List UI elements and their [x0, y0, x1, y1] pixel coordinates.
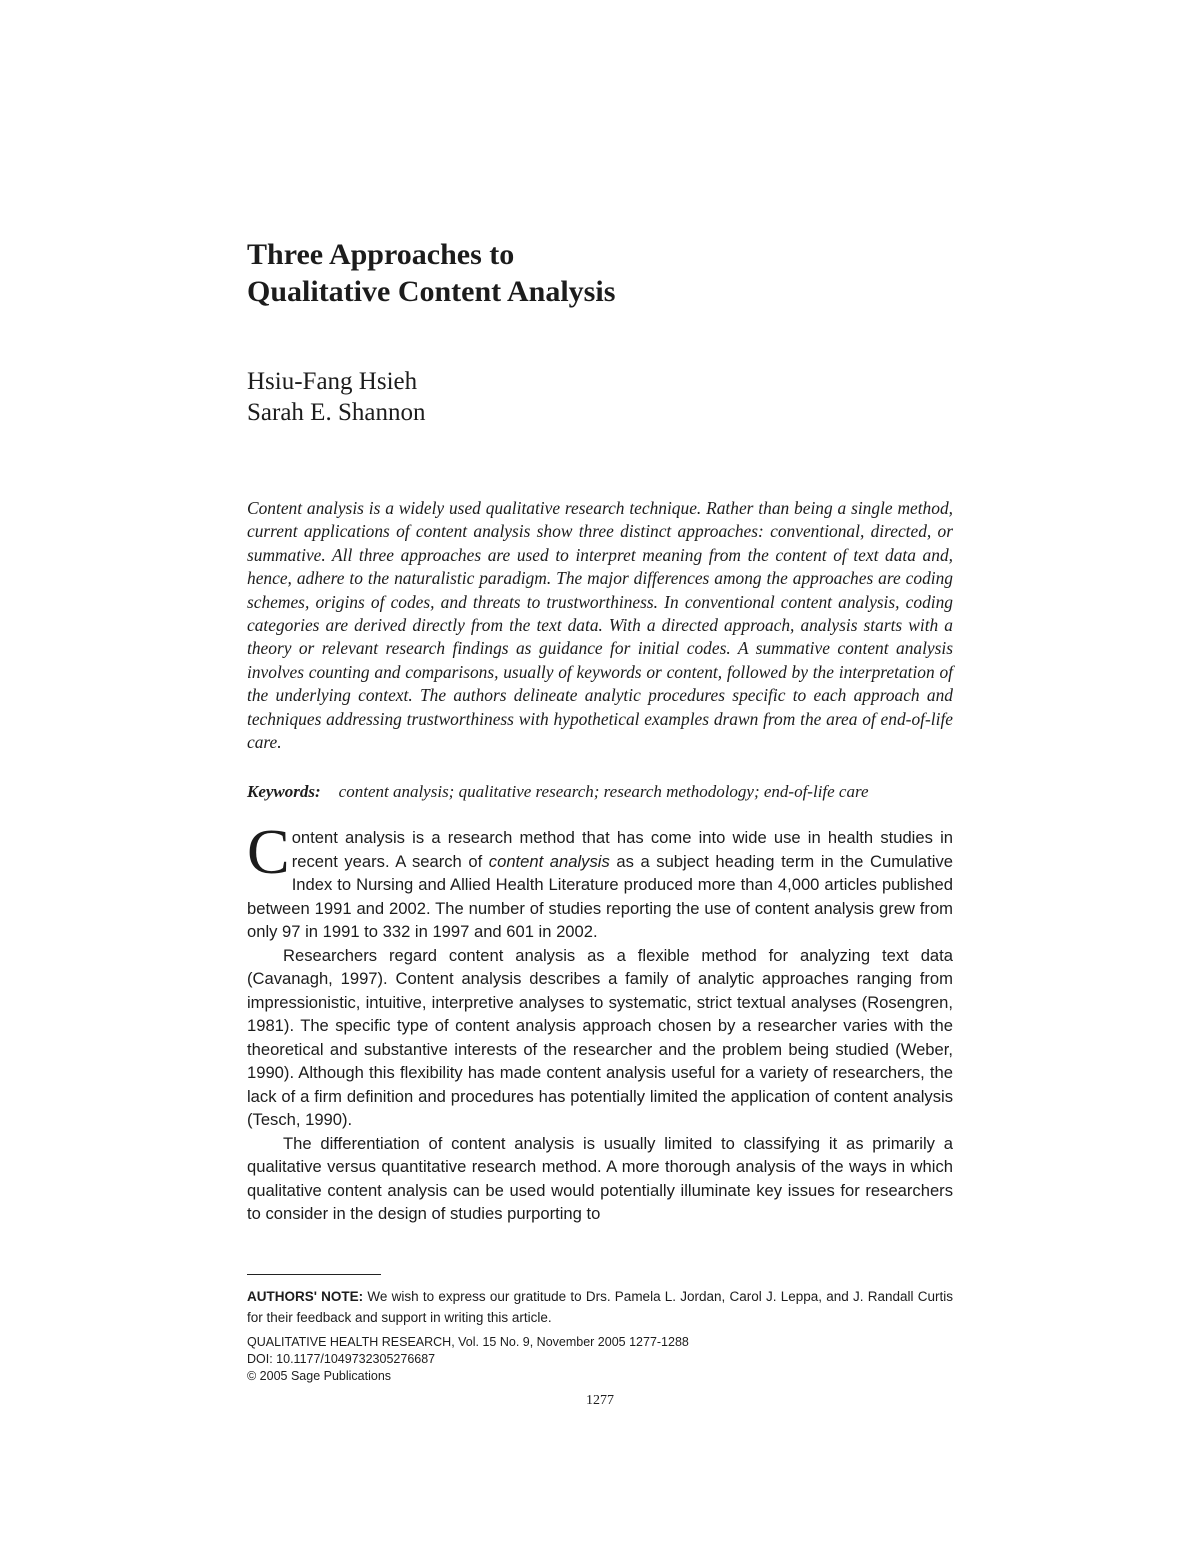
body-paragraph-1: [247, 816, 953, 944]
author-list: [247, 366, 953, 428]
keywords-list: content analysis; qualitative research; research methodology; end-of-life care: [338, 782, 869, 801]
drop-cap: C: [247, 816, 290, 887]
body-paragraph-2: Researchers regard content analysis as a flexible method for analyzing text data (Cavanagh, 1997). Content analysis describes a family of analytic approaches ranging from impressionistic, intuitive, interpretive analyses to systematic, strict textual analyses (Rosengren, 1981). The specific type of content analysis approach chosen by a researcher varies with the theoretical and substantive interests of the researcher and the problem being studied (Weber, 1990). Although this flexibility has made content analysis useful for a variety of researchers, the lack of a firm definition and procedures has potentially limited the application of content analysis (Tesch, 1990).: [247, 945, 953, 1129]
page-number: 1277: [586, 1393, 614, 1408]
paragraph-text: as a subject heading term in the Cumulative Index to Nursing and Allied Health Literature produced more than 4,000 articles published between 1991 and 2002. The number of studies reporting the use of content analysis grew from only 97 in 1991 to 332 in 1997 and 601 in 2002.: [247, 851, 953, 941]
body-text: [247, 816, 953, 1226]
title-line-2: Qualitative Content Analysis: [247, 275, 616, 308]
authors-note-label: AUTHORS' NOTE:: [247, 1289, 364, 1304]
title-line-1: Three Approaches to: [247, 238, 515, 271]
doi: DOI: 10.1177/1049732305276687: [247, 1352, 436, 1366]
author-name: Sarah E. Shannon: [247, 399, 426, 426]
authors-note-text: We wish to express our gratitude to Drs. Pamela L. Jordan, Carol J. Leppa, and J. Randall Curtis for their feedback and support in writing this article.: [247, 1289, 953, 1325]
article-title: [247, 236, 953, 310]
author-name: Hsiu-Fang Hsieh: [247, 368, 418, 395]
body-paragraph-3: The differentiation of content analysis is usually limited to classifying it as primarily a qualitative versus quantitative research method. A more thorough analysis of the ways in which qualitative content analysis can be used would potentially illuminate key issues for researchers to consider in the design of studies purporting to: [247, 1133, 953, 1223]
keywords-line: [247, 780, 953, 803]
emphasized-term: content analysis: [488, 851, 610, 871]
journal-citation: QUALITATIVE HEALTH RESEARCH, Vol. 15 No. 9, November 2005 1277-1288: [247, 1335, 689, 1349]
authors-note: [247, 1286, 953, 1328]
copyright: © 2005 Sage Publications: [247, 1369, 392, 1383]
keywords-label: Keywords:: [247, 782, 321, 801]
citation-block: [247, 1334, 953, 1385]
paragraph-text: ontent analysis is a research method that has come into wide use in health studies in recent years. A search of: [291, 828, 953, 871]
abstract: Content analysis is a widely used qualitative research technique. Rather than being a single method, current applications of content analysis show three distinct approaches: conventional, directed, or summative. All three approaches are used to interpret meaning from the content of text data and, hence, adhere to the naturalistic paradigm. The major differences among the approaches are coding schemes, origins of codes, and threats to trustworthiness. In conventional content analysis, coding categories are derived directly from the text data. With a directed approach, analysis starts with a theory or relevant research findings as guidance for initial codes. A summative content analysis involves counting and comparisons, usually of keywords or content, followed by the interpretation of the underlying context. The authors delineate analytic procedures specific to each approach and techniques addressing trustworthiness with hypothetical examples drawn from the area of end-of-life care.: [247, 498, 953, 753]
footnote-divider: [247, 1274, 381, 1275]
